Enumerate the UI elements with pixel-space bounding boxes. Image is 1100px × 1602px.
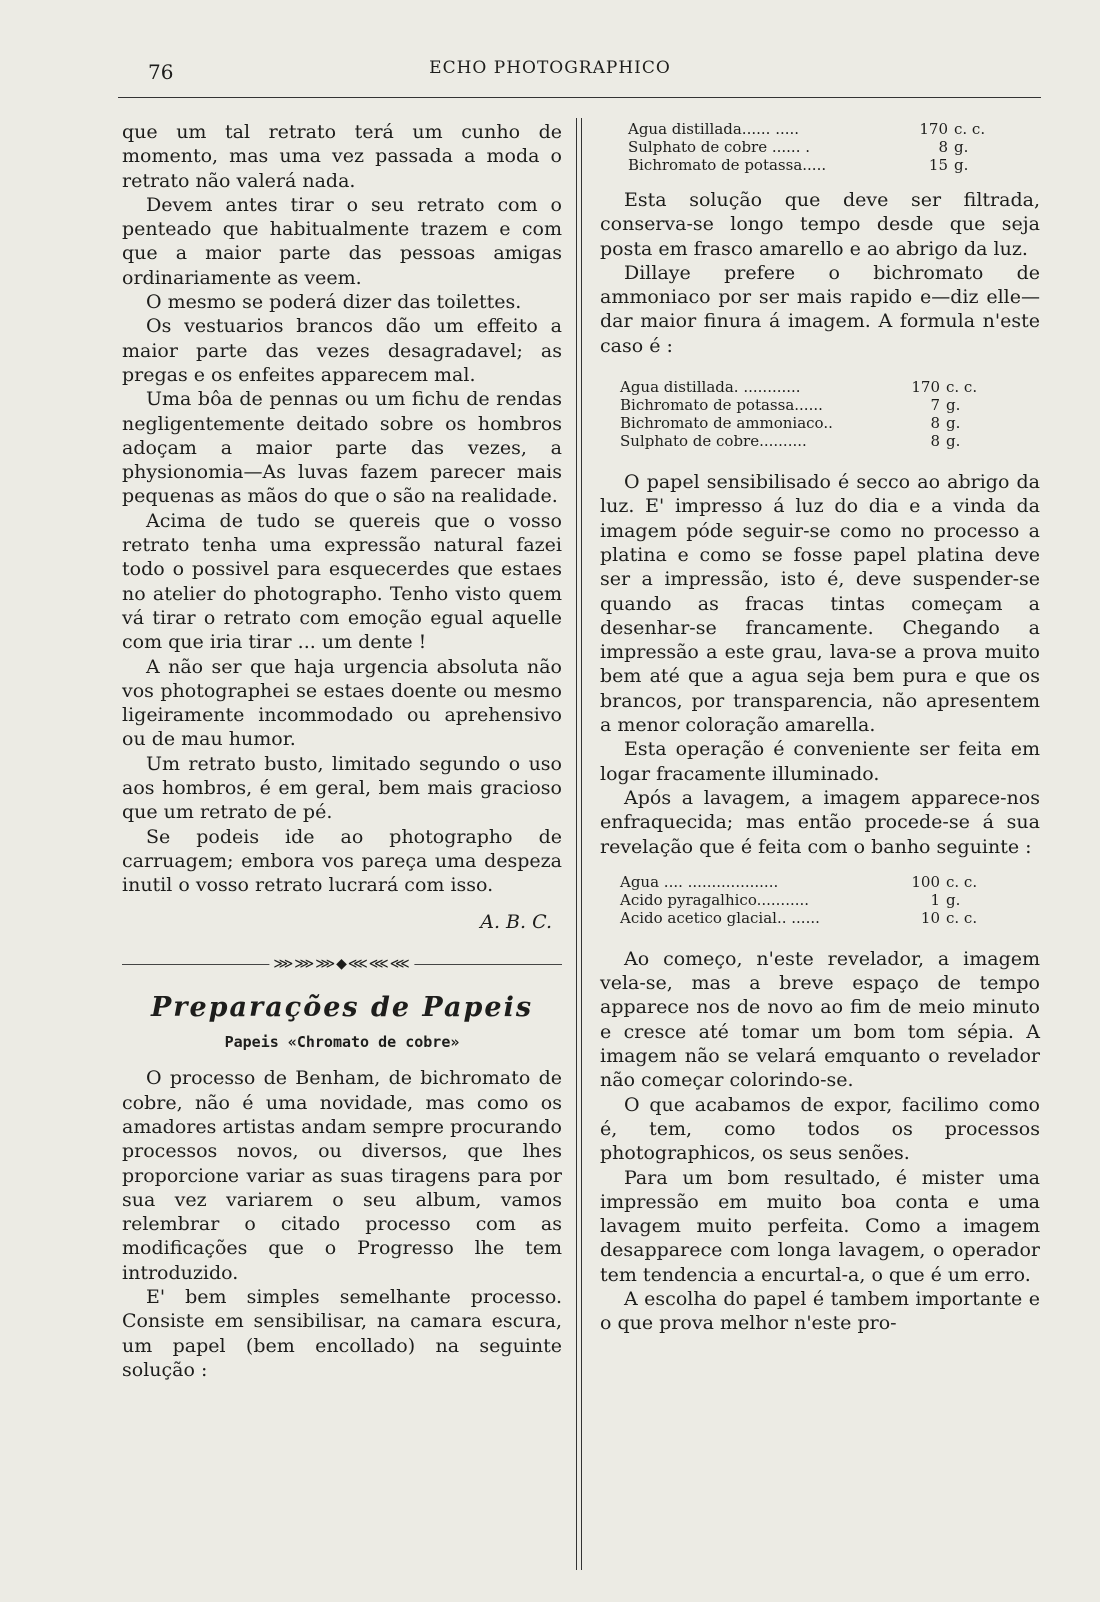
recipe-item: Bichromato de potassa...... <box>620 396 823 415</box>
recipe-unit: c. c. <box>946 908 978 927</box>
paragraph: Os vestuarios brancos dão um effeito a maior parte das vezes desagradavel; as pregas e os enfeites apparecem mal. <box>122 315 562 386</box>
recipe-item: Sulphato de cobre ...... . <box>628 138 811 156</box>
recipe-qty: 8 <box>938 138 948 156</box>
recipe-unit: g. <box>946 890 961 909</box>
recipe-unit: g. <box>946 414 961 433</box>
recipe-row <box>628 138 985 156</box>
paragraph: O papel sensibilisado é secco ao abrigo da luz. E' impresso á luz do dia e a vinda da imagem póde seguir-se como no processo a platina e como se fosse papel platina deve ser a impressão, isto é, deve suspender-se quando as fracas tintas começam a desenhar-se francamente. Chegando a impressão a este grau, lava-se a prova muito bem até que a agua seja bem pura e que os brancos, por transparencia, não apresentem a menor coloração amarella. <box>600 471 1040 737</box>
recipe-qty: 8 <box>930 432 940 451</box>
paragraph: Para um bom resultado, é mister uma impressão em muito boa conta e uma lavagem muito perfeita. Como a imagem desapparece com longa lavagem, o operador tem tendencia a encurtal-a, o que é um erro. <box>600 1166 1040 1286</box>
recipe-row <box>620 414 977 432</box>
recipe-item: Agua .... ................... <box>620 872 779 891</box>
recipe-row <box>620 873 977 891</box>
page-number: 76 <box>148 60 174 84</box>
recipe-unit: c. c. <box>946 378 978 397</box>
paragraph: E' bem simples semelhante processo. Consiste em sensibilisar, na camara escura, um papel (bem encollado) na seguinte solução : <box>122 1286 562 1381</box>
ornament-glyph: ⋙⋙⋙◆⋘⋘⋘ <box>269 952 414 976</box>
recipe-item: Agua distillada...... ..... <box>628 120 800 138</box>
recipe-unit: g. <box>954 156 969 174</box>
paragraph: Devem antes tirar o seu retrato com o penteado que habitualmente trazem e com que a maior parte das pessoas amigas ordinariamente as veem. <box>122 193 562 289</box>
recipe-item: Acido acetico glacial.. ...... <box>620 908 820 927</box>
right-column <box>600 120 1040 1336</box>
ornament-divider <box>122 950 562 980</box>
recipe-qty: 100 <box>911 872 940 891</box>
column-divider <box>576 118 582 1570</box>
running-title: ECHO PHOTOGRAPHICO <box>429 58 671 78</box>
recipe-unit: g. <box>946 396 961 415</box>
recipe-unit: c. c. <box>954 120 986 138</box>
recipe-qty: 1 <box>930 890 940 909</box>
recipe-qty: 15 <box>928 156 948 174</box>
recipe-item: Bichromato de ammoniaco.. <box>620 414 833 433</box>
recipe-row <box>620 378 977 396</box>
section-title: Preparações de Papeis <box>150 991 534 1023</box>
recipe-table-2 <box>620 378 977 450</box>
recipe-row <box>620 891 977 909</box>
recipe-unit: g. <box>954 138 969 156</box>
signature: A. B. C. <box>480 910 552 933</box>
recipe-item: Acido pyragalhico........... <box>620 890 810 909</box>
recipe-qty: 8 <box>930 414 940 433</box>
left-column <box>122 120 562 1382</box>
recipe-item: Agua distillada. ............ <box>620 378 801 397</box>
recipe-row <box>628 156 985 174</box>
paragraph: Esta operação é conveniente ser feita em logar fracamente illuminado. <box>600 738 1040 785</box>
recipe-qty: 170 <box>911 378 940 397</box>
paragraph: Se podeis ide ao photographo de carruagem; embora vos pareça uma despeza inutil o vosso retrato lucrará com isso. <box>122 825 562 897</box>
recipe-row <box>620 909 977 927</box>
recipe-table-1 <box>628 120 985 174</box>
recipe-table-3 <box>620 873 977 927</box>
paragraph: A não ser que haja urgencia absoluta não vos photographei se estaes doente ou mesmo ligeiramente incommodado ou aprehensivo ou de mau humor. <box>122 655 562 751</box>
recipe-item: Sulphato de cobre.......... <box>620 432 807 451</box>
recipe-qty: 170 <box>919 120 948 138</box>
recipe-unit: g. <box>946 432 961 451</box>
recipe-row <box>620 396 977 414</box>
header-rule <box>118 97 1041 98</box>
paragraph: O mesmo se poderá dizer das toilettes. <box>146 291 522 314</box>
recipe-qty: 10 <box>920 908 940 927</box>
paragraph: O processo de Benham, de bichromato de cobre, não é uma novidade, mas como os amadores artistas andam sempre procurando processos novos, ou diversos, que lhes proporcione variar as suas tiragens para por sua vez variarem o seu album, vamos relembrar o citado processo com as modificações que o Progresso lhe tem introduzido. <box>122 1067 562 1284</box>
paragraph: Dillaye prefere o bichromato de ammoniaco por ser mais rapido e—diz elle—dar maior finura á imagem. A formula n'este caso é : <box>600 261 1040 357</box>
paragraph: que um tal retrato terá um cunho de momento, mas uma vez passada a moda o retrato não valerá nada. <box>122 121 562 192</box>
section-subtitle: Papeis «Chromato de cobre» <box>224 1033 460 1052</box>
recipe-item: Bichromato de potassa..... <box>628 156 827 174</box>
paragraph: A escolha do papel é tambem importante e o que prova melhor n'este pro- <box>600 1287 1040 1335</box>
paragraph: Ao começo, n'este revelador, a imagem vela-se, mas a breve espaço de tempo apparece nos de novo ao fim de meio minuto e cresce até tomar um bom tom sépia. A imagem não se velará emquanto o revelador não começar colorindo-se. <box>600 947 1040 1092</box>
recipe-row <box>628 120 985 138</box>
paragraph: Após a lavagem, a imagem apparece-nos enfraquecida; mas então procede-se á sua revelação que é feita com o banho seguinte : <box>600 786 1040 858</box>
recipe-qty: 7 <box>930 396 940 415</box>
paragraph: Esta solução que deve ser filtrada, conserva-se longo tempo desde que seja posta em frasco amarello e ao abrigo da luz. <box>600 189 1040 260</box>
paragraph: Acima de tudo se quereis que o vosso retrato tenha uma expressão natural fazei todo o possivel para esquecerdes que estaes no atelier do photographo. Tenho visto quem vá tirar o retrato com emoção egual aquelle com que iria tirar ... um dente ! <box>122 509 562 654</box>
paragraph: O que acabamos de expor, facilimo como é, tem, como todos os processos photographicos, os seus senões. <box>600 1093 1040 1165</box>
paragraph: Uma bôa de pennas ou um fichu de rendas negligentemente deitado sobre os hombros adoçam a maior parte das vezes, a physionomia—As luvas fazem parecer mais pequenas as mãos do que o são na realidade. <box>122 388 562 508</box>
paragraph: Um retrato busto, limitado segundo o uso aos hombros, é em geral, bem mais gracioso que um retrato de pé. <box>122 752 562 824</box>
recipe-unit: c. c. <box>946 872 978 891</box>
recipe-row <box>620 432 977 450</box>
